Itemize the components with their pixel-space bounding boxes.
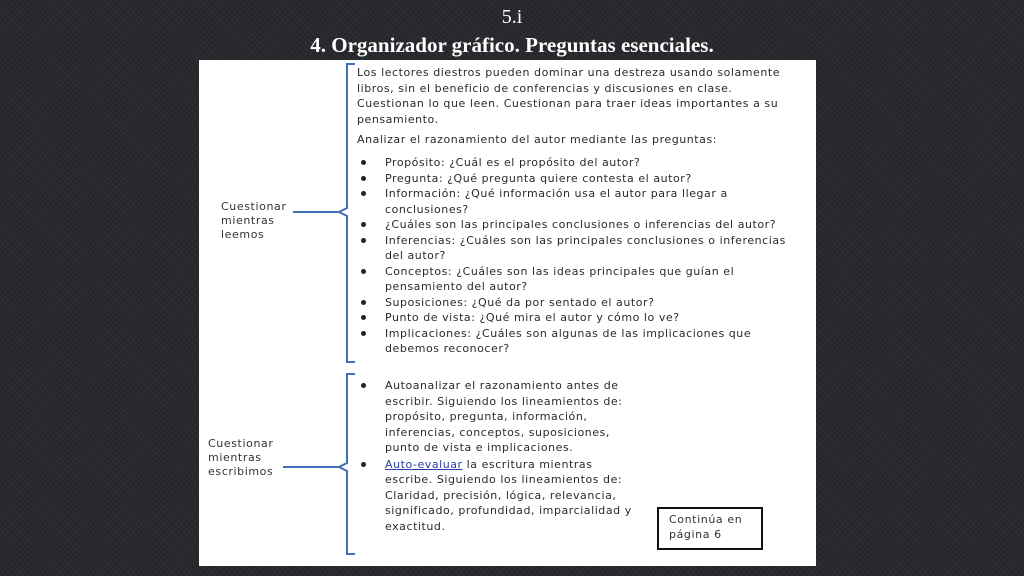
analyze-heading: Analizar el razonamiento del autor mediante las preguntas: (357, 133, 717, 146)
list-item: Conceptos: ¿Cuáles son las ideas principales que guían el pensamiento del autor? (357, 264, 787, 295)
list-item: Inferencias: ¿Cuáles son las principales conclusiones o inferencias del autor? (357, 233, 787, 264)
bottom-bracket (283, 374, 355, 554)
list-item (357, 457, 635, 535)
list-item: Suposiciones: ¿Qué da por sentado el autor? (357, 295, 787, 311)
graphic-organizer-image (199, 60, 816, 566)
continue-note-box: Continúa en página 6 (657, 507, 763, 550)
intro-paragraph: Los lectores diestros pueden dominar una destreza usando solamente libros, sin el beneficio de conferencias y discusiones en clase. Cuestionan lo que leen. Cuestionan para traer ideas importantes a su pensamiento. (357, 66, 781, 126)
list-item: Información: ¿Qué información usa el autor para llegar a conclusiones? (357, 186, 787, 217)
label-questioning-while-reading: Cuestionar mientras leemos (221, 200, 287, 241)
list-item: Autoanalizar el razonamiento antes de escribir. Siguiendo los lineamientos de: propósito, pregunta, información, inferencias, conceptos, suposiciones, punto de vista e implicaciones. (357, 378, 635, 456)
slide-title: 4. Organizador gráfico. Preguntas esenciales. (310, 33, 714, 57)
list-item: Propósito: ¿Cuál es el propósito del autor? (357, 155, 787, 171)
writing-steps-list (357, 378, 635, 535)
list-item: Punto de vista: ¿Qué mira el autor y cómo lo ve? (357, 310, 787, 326)
reading-questions-list (357, 155, 787, 357)
label-questioning-while-writing: Cuestionar mientras escribimos (208, 437, 274, 478)
list-item: Pregunta: ¿Qué pregunta quiere contesta el autor? (357, 171, 787, 187)
top-bracket (293, 64, 355, 362)
list-item: ¿Cuáles son las principales conclusiones o inferencias del autor? (357, 217, 787, 233)
auto-evaluar-link[interactable]: Auto-evaluar (385, 457, 463, 471)
list-item: Implicaciones: ¿Cuáles son algunas de las implicaciones que debemos reconocer? (357, 326, 787, 357)
slide-number: 5.i (501, 6, 523, 28)
writing-item-2-text: la escritura mientras escribe. Siguiendo los lineamientos de: Claridad, precisión, lógica, relevancia, significado, profundidad, imparcialidad y exactitud. (385, 457, 632, 533)
